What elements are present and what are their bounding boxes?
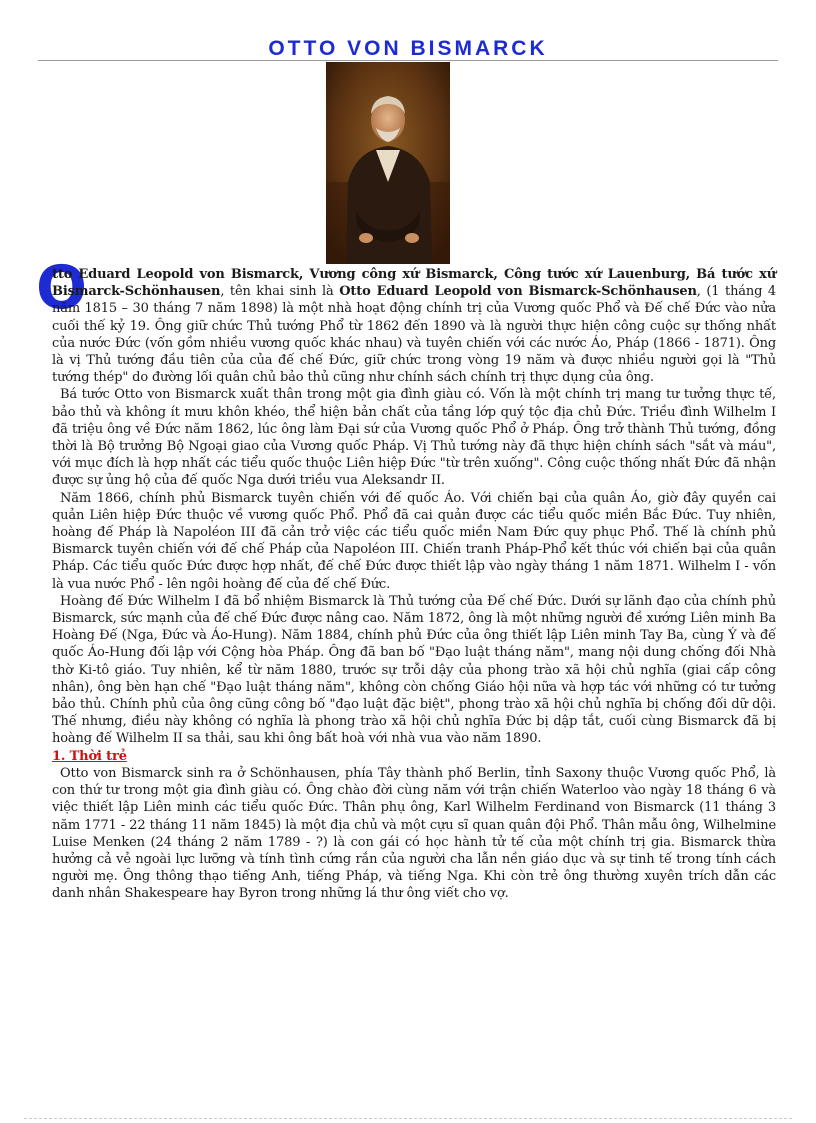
drop-cap: O xyxy=(36,253,88,323)
intro-paragraph xyxy=(52,266,776,386)
paragraph-austria-war: Năm 1866, chính phủ Bismarck tuyên chiến với đế quốc Áo. Với chiến bại của quân Áo, giờ đây quyền cai quản Liên hiệp Đức thuộc về vương quốc Phổ. Phổ đã cai quản được các tiểu quốc miền Bắc Đức. Tuy nhiên, hoàng đế Pháp là Napoléon III đã cản trở việc các tiểu quốc miền Nam Đức quy phục Phổ. Thế là chính phủ Bismarck tuyên chiến với đế chế Pháp của Napoléon III. Chiến tranh Pháp-Phổ kết thúc với chiến bại của quân Pháp. Các tiểu quốc Đức được hợp nhất, đế chế Đức được thiết lập vào ngày tháng 1 năm 1871. Wilhelm I - vốn là vua nước Phổ - lên ngôi hoàng đế của đế chế Đức. xyxy=(52,490,776,592)
intro-bold-birthname: Otto Eduard Leopold von Bismarck-Schönhausen xyxy=(339,284,697,300)
section-heading-text: 1. Thời trẻ xyxy=(52,748,127,764)
intro-bold-name: tto Eduard Leopold von Bismarck, Vương công xứ Bismarck, Công tước xứ Lauenburg, Bá tước xứ Bismarck-Schönhausen xyxy=(52,267,776,300)
section-heading xyxy=(52,748,776,765)
paragraph-background: Bá tước Otto von Bismarck xuất thân trong một gia đình giàu có. Vốn là một chính trị mang tư tưởng thực tế, bảo thủ và không ít mưu khôn khéo, thể hiện bản chất của tầng lớp quý tộc địa chủ Đức. Triều đình Wilhelm I đã triệu ông về Đức năm 1862, lúc ông làm Đại sứ của Vương quốc Phổ ở Pháp. Ông trở thành Thủ tướng, đồng thời là Bộ trưởng Bộ Ngoại giao của Vương quốc Pháp. Vị Thủ tướng này đã thực hiện chính sách "sắt và máu", với mục đích là hợp nhất các tiểu quốc thuộc Liên hiệp Đức "từ trên xuống". Công cuộc thống nhất Đức đã nhận được sự ủng hộ của đế quốc Nga dưới triều vua Aleksandr II. xyxy=(52,387,776,489)
paragraph-early-life: Otto von Bismarck sinh ra ở Schönhausen, phía Tây thành phố Berlin, tỉnh Saxony thuộc Vương quốc Phổ, là con thứ tư trong một gia đình giàu có. Ông chào đời cùng năm với trận chiến Waterloo vào ngày 18 tháng 6 và việc thiết lập Liên minh các tiểu quốc Đức. Thân phụ ông, Karl Wilhelm Ferdinand von Bismarck (11 tháng 3 năm 1771 - 22 tháng 11 năm 1845) là một địa chủ và một cựu sĩ quan quân đội Phổ. Thân mẫu ông, Wilhelmine Luise Menken (24 tháng 2 năm 1789 - ?) là con gái có học hành tử tế của một chính trị gia. Bismarck thừa hưởng cả vẻ ngoài lực lưỡng và tính tình cứng rắn của người cha lẫn nền giáo dục và sự tinh tế trong tính cách người mẹ. Ông thông thạo tiếng Anh, tiếng Pháp, và tiếng Nga. Khi còn trẻ ông thường xuyên trích dẫn các danh nhân Shakespeare hay Byron trong những lá thư ông viết cho vợ. xyxy=(52,765,776,902)
article-body xyxy=(52,266,776,903)
portrait-image xyxy=(326,62,450,264)
paragraph-chancellor: Hoàng đế Đức Wilhelm I đã bổ nhiệm Bismarck là Thủ tướng của Đế chế Đức. Dưới sự lãnh đạo của chính phủ Bismarck, sức mạnh của đế chế Đức được nâng cao. Năm 1872, ông là một những người đề xướng Liên minh Ba Hoàng Đế (Nga, Đức và Áo-Hung). Năm 1884, chính phủ Đức của ông thiết lập Liên minh Tay Ba, cùng Ý và đế quốc Áo-Hung đối lập với Cộng hòa Pháp. Ông đã ban bố "Đạo luật tháng năm", mang nội dung chống đối Nhà thờ Ki-tô giáo. Tuy nhiên, kể từ năm 1880, trước sự trỗi dậy của phong trào xã hội chủ nghĩa (giai cấp công nhân), ông bèn hạn chế "Đạo luật tháng năm", không còn chống Giáo hội nữa và hợp tác với những có tư tưởng bảo thủ. Chính phủ của ông cũng công bố "đạo luật đặc biệt", phong trào xã hội chủ nghĩa bị chống đối dữ dội. Thế nhưng, điều này không có nghĩa là phong trào xã hội chủ nghĩa Đức bị dập tắt, cuối cùng Bismarck đã bị hoàng đế Wilhelm II sa thải, sau khi ông bất hoà với nhà vua vào năm 1890. xyxy=(52,593,776,747)
page-title: OTTO VON BISMARCK xyxy=(268,37,548,60)
intro-text-2: , (1 tháng 4 năm 1815 – 30 tháng 7 năm 1898) là một nhà hoạt động chính trị của Vương quốc Phổ và Đế chế Đức vào nửa cuối thế kỷ 19. Ông giữ chức Thủ tướng Phổ từ 1862 đến 1890 và là người thực hiện công cuộc sự thống nhất của nước Đức (vốn gồm nhiều vương quốc khác nhau) và tuyên chiến với các nước Áo, Pháp (1866 - 1871). Ông là vị Thủ tướng đầu tiên của của đế chế Đức, giữ chức trong vòng 19 năm và được nhiều người gọi là "Thủ tướng thép" do đường lối quân chủ bảo thủ cũng như chính sách chính trị thực dụng của ông. xyxy=(52,284,776,386)
header-divider xyxy=(38,60,778,61)
intro-text-1: , tên khai sinh là xyxy=(220,284,340,300)
footer-divider xyxy=(24,1118,792,1119)
